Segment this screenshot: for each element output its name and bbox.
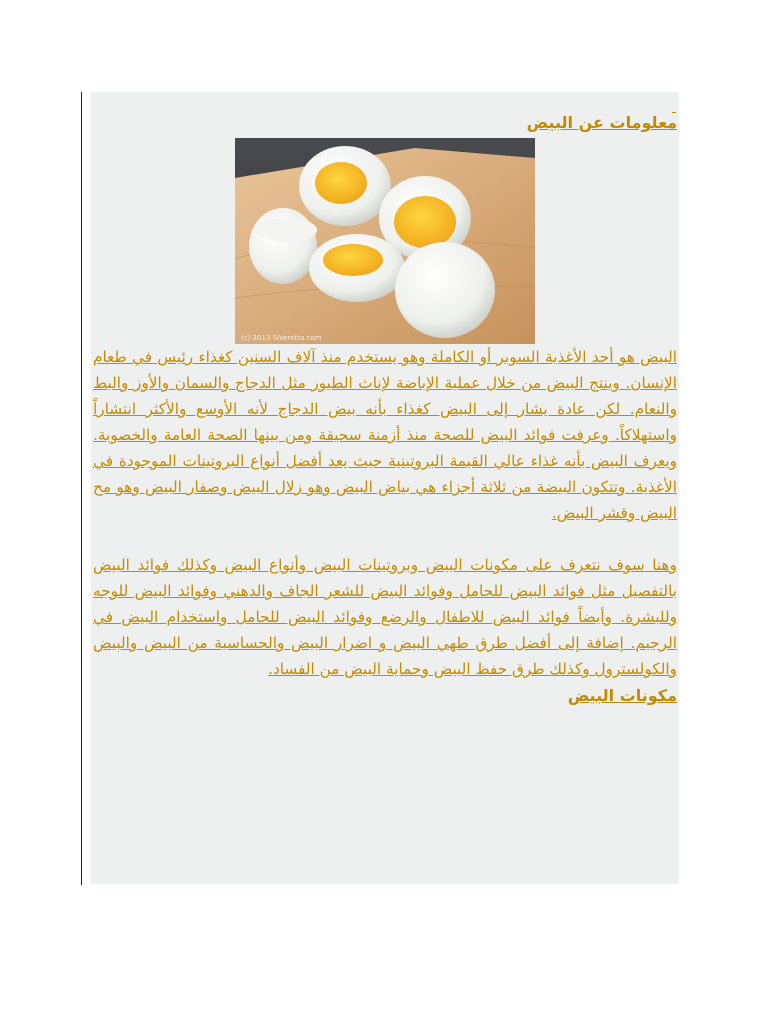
- boiled-eggs-photo: [235, 138, 535, 344]
- document-content: [93, 110, 677, 710]
- photo-watermark: (c) 2013 SiVeretta.com: [241, 334, 322, 342]
- document-title[interactable]: معلومات عن البيض: [526, 113, 677, 132]
- document-page: [91, 92, 679, 884]
- overview-paragraph[interactable]: وهنا سوف نتعرف على مكونات البيض وبروتينات البيض وأنواع البيض وكذلك فوائد البيض بالتفصيل مثل فوائد البيض للحامل وفوائد البيض للشعر الجاف والدهني وفوائد البيض للوجه وللبشرة. وأيضاً فوائد البيض للاطفال والرضع وفوائد البيض للحامل واستخدام البيض في الرجيم. إضافة إلى أفضل طرق طهي البيض و اضرار البيض والحساسية من البيض والبيض والكولسترول وكذلك طرق حفظ البيض وحماية البيض من الفساد.: [93, 556, 677, 678]
- intro-paragraph[interactable]: البيض هو أحد الأغذية السوبر أو الكاملة وهو يستخدم منذ آلاف السنين كغذاء رئيس في طعام الإنسان. وينتج البيض من خلال عملية الإباضة لإناث الطيور مثل الدجاج والسمان والأوز والبط والنعام. لكن عادة يشار إلى البيض كغذاء بأنه بيض الدجاج لأنه الأوسع والأكثر انتشاراً واستهلاكاً. وعرفت فوائد البيض للصحة منذ أزمنة سحيقة ومن بينها الصحة العامة والخصوبة. ويعرف البيض بأنه غذاء عالي القيمة البروتينية حيث يعد أفضل أنواع البروتينات الموجودة في الأغذية. وتتكون البيضة من ثلاثة أجزاء هي بياض البيض وهو زلال البيض وصفار البيض وهو مح البيض وقشر البيض.: [93, 348, 677, 522]
- section-heading[interactable]: مكونات البيض: [567, 686, 677, 705]
- top-mark: [672, 112, 676, 113]
- left-margin-rule: [81, 92, 82, 885]
- eggs-photo-container: [93, 138, 677, 344]
